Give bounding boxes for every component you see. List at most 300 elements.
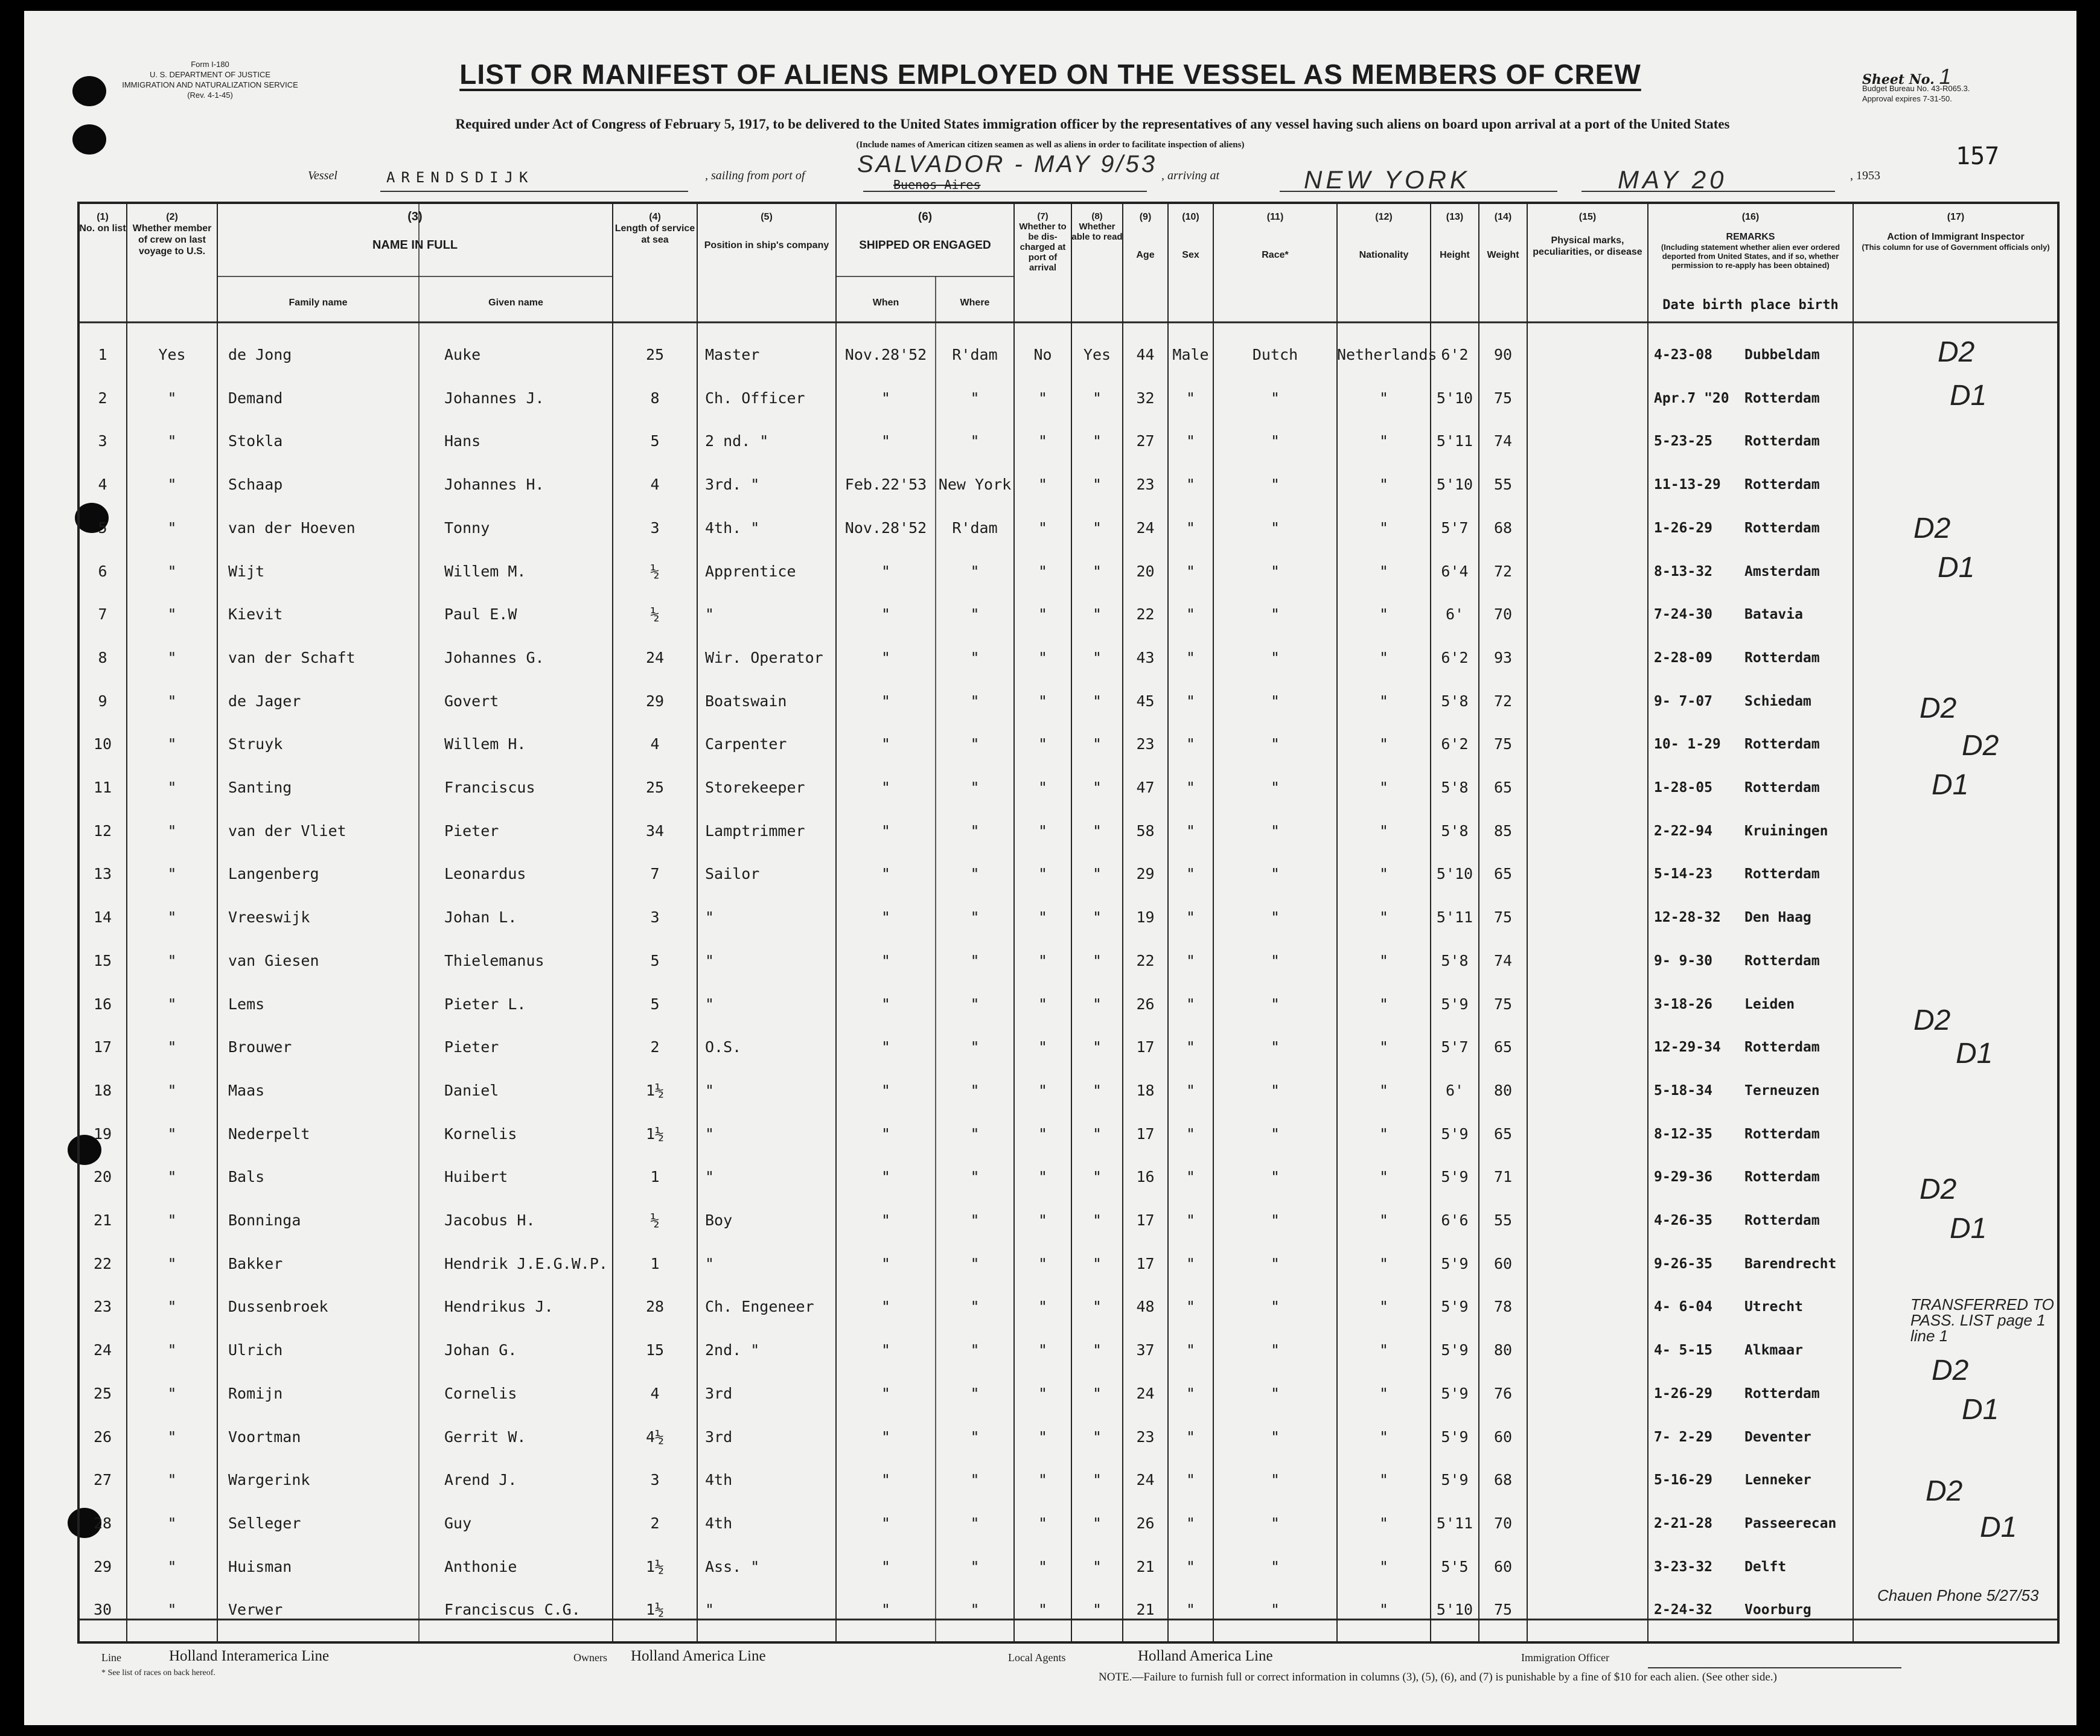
crew-family-cell: Demand — [228, 389, 283, 407]
col-header-height: (13) Height — [1440, 212, 1470, 260]
agents-label: Local Agents — [1008, 1651, 1066, 1664]
crew-family-cell: Lems — [228, 995, 265, 1013]
crew-where-cell: R'dam — [952, 346, 998, 363]
crew-last-cell: " — [167, 648, 177, 666]
crew-race-cell: " — [1270, 1211, 1280, 1229]
crew-svc-cell: 1½ — [645, 1125, 665, 1143]
crew-pos-cell: Ass. " — [705, 1557, 760, 1575]
crew-when-cell: " — [881, 1298, 891, 1316]
crew-no-cell: 17 — [93, 1038, 112, 1056]
crew-pos-cell: 4th. " — [705, 519, 760, 537]
crew-where-cell: " — [970, 1557, 980, 1575]
crew-family-cell: Verwer — [228, 1601, 283, 1619]
crew-read-cell: Yes — [1083, 346, 1111, 363]
crew-age-cell: 16 — [1136, 1168, 1155, 1186]
col-header-action: (17) Action of Immigrant Inspector (This column for use of Government officials only) — [1862, 212, 2050, 252]
crew-pob-cell: Rotterdam — [1744, 780, 1820, 796]
crew-last-cell: " — [167, 1211, 177, 1229]
crew-sex-cell: " — [1186, 1428, 1196, 1446]
agents-value: Holland America Line — [1138, 1648, 1273, 1664]
crew-when-cell: " — [881, 1428, 891, 1446]
crew-nat-cell: " — [1379, 995, 1389, 1013]
crew-disc-cell: " — [1038, 692, 1048, 710]
crew-dob-cell: 12-29-34 — [1654, 1039, 1721, 1056]
crew-sex-cell: " — [1186, 908, 1196, 927]
crew-no-cell: 14 — [93, 908, 112, 927]
crew-ht-cell: 5'5 — [1441, 1557, 1469, 1575]
crew-dob-cell: 4-23-08 — [1654, 347, 1712, 363]
crew-last-cell: " — [167, 951, 177, 969]
crew-svc-cell: 8 — [650, 389, 660, 407]
crew-sex-cell: " — [1186, 779, 1196, 796]
budget-bureau-note: Budget Bureau No. 43-R065.3. Approval expires 7-31-50. — [1862, 84, 1970, 103]
crew-age-cell: 26 — [1136, 995, 1155, 1013]
crew-pos-cell: Carpenter — [705, 735, 787, 753]
crew-last-cell: " — [167, 1341, 177, 1359]
sheet-number: Sheet No. 1 — [1862, 64, 1952, 89]
inspector-note: TRANSFERRED TO PASS. LIST page 1 line 1 — [1910, 1295, 2054, 1345]
crew-no-cell: 15 — [93, 951, 112, 969]
crew-svc-cell: 1½ — [645, 1601, 665, 1619]
crew-read-cell: " — [1092, 692, 1102, 710]
arrival-date: MAY 20 — [1618, 165, 1728, 194]
crew-disc-cell: " — [1038, 995, 1048, 1013]
crew-nat-cell: " — [1379, 1254, 1389, 1272]
crew-sex-cell: " — [1186, 1038, 1196, 1056]
crew-svc-cell: 1½ — [645, 1081, 665, 1099]
crew-nat-cell: Netherlands — [1337, 346, 1437, 363]
crew-svc-cell: 3 — [650, 908, 660, 927]
crew-wt-cell: 65 — [1493, 779, 1513, 796]
crew-no-cell: 1 — [98, 346, 107, 363]
crew-wt-cell: 75 — [1493, 735, 1513, 753]
owners-label: Owners — [573, 1651, 607, 1664]
crew-nat-cell: " — [1379, 822, 1389, 840]
crew-wt-cell: 60 — [1493, 1557, 1513, 1575]
crew-family-cell: Huisman — [228, 1557, 292, 1575]
col-header-able-to-read: (8) Whether able to read — [1071, 211, 1123, 242]
crew-given-cell: Johannes G. — [444, 648, 544, 666]
crew-dob-cell: 5-23-25 — [1654, 433, 1712, 450]
crew-sex-cell: " — [1186, 1168, 1196, 1186]
crew-last-cell: " — [167, 389, 177, 407]
crew-read-cell: " — [1092, 1514, 1102, 1532]
crew-svc-cell: 5 — [650, 995, 660, 1013]
crew-no-cell: 8 — [98, 648, 107, 666]
crew-given-cell: Johan G. — [444, 1341, 517, 1359]
crew-sex-cell: " — [1186, 692, 1196, 710]
inspector-mark: D2 — [1932, 1355, 1969, 1387]
crew-wt-cell: 72 — [1493, 562, 1513, 580]
crew-last-cell: " — [167, 908, 177, 927]
crew-family-cell: de Jager — [228, 692, 301, 710]
crew-wt-cell: 68 — [1493, 1471, 1513, 1489]
crew-svc-cell: 29 — [645, 692, 665, 710]
crew-svc-cell: 5 — [650, 432, 660, 450]
punch-hole — [72, 124, 106, 155]
crew-last-cell: " — [167, 1168, 177, 1186]
crew-race-cell: " — [1270, 779, 1280, 796]
crew-family-cell: van der Schaft — [228, 648, 356, 666]
crew-no-cell: 23 — [93, 1298, 112, 1316]
crew-dob-cell: 7-24-30 — [1654, 607, 1712, 623]
crew-when-cell: " — [881, 1168, 891, 1186]
crew-where-cell: " — [970, 1168, 980, 1186]
crew-given-cell: Willem M. — [444, 562, 526, 580]
crew-given-cell: Franciscus C.G. — [444, 1601, 581, 1619]
crew-read-cell: " — [1092, 908, 1102, 927]
crew-age-cell: 21 — [1136, 1601, 1155, 1619]
crew-disc-cell: " — [1038, 1384, 1048, 1402]
crew-family-cell: Santing — [228, 779, 292, 796]
crew-last-cell: " — [167, 1428, 177, 1446]
inspector-mark: D1 — [1938, 552, 1975, 584]
crew-sex-cell: " — [1186, 1081, 1196, 1099]
crew-nat-cell: " — [1379, 1601, 1389, 1619]
crew-read-cell: " — [1092, 389, 1102, 407]
crew-svc-cell: 5 — [650, 951, 660, 969]
crew-no-cell: 16 — [93, 995, 112, 1013]
remarks-date-place-birth: Date birth place birth — [1662, 298, 1839, 313]
crew-pos-cell: " — [705, 1081, 715, 1099]
crew-race-cell: " — [1270, 735, 1280, 753]
crew-where-cell: " — [970, 865, 980, 883]
crew-svc-cell: 3 — [650, 519, 660, 537]
crew-wt-cell: 55 — [1493, 476, 1513, 494]
crew-read-cell: " — [1092, 951, 1102, 969]
crew-where-cell: " — [970, 1125, 980, 1143]
crew-wt-cell: 71 — [1493, 1168, 1513, 1186]
crew-pos-cell: Sailor — [705, 865, 760, 883]
crew-where-cell: " — [970, 648, 980, 666]
col-header-given-name: Given name — [488, 298, 543, 308]
crew-sex-cell: " — [1186, 1471, 1196, 1489]
crew-family-cell: Maas — [228, 1081, 265, 1099]
crew-wt-cell: 74 — [1493, 951, 1513, 969]
crew-ht-cell: 5'9 — [1441, 1168, 1469, 1186]
crew-pob-cell: Deventer — [1744, 1429, 1811, 1445]
crew-svc-cell: ½ — [650, 605, 660, 624]
crew-dob-cell: 4- 6-04 — [1654, 1299, 1712, 1315]
col-header-discharged: (7) Whether to be dis- charged at port of arrival — [1019, 211, 1067, 273]
col-header-no: (1) No. on list — [79, 212, 126, 234]
crew-nat-cell: " — [1379, 1514, 1389, 1532]
crew-pob-cell: Alkmaar — [1744, 1342, 1803, 1359]
crew-where-cell: " — [970, 1384, 980, 1402]
crew-pob-cell: Delft — [1744, 1559, 1787, 1575]
crew-where-cell: " — [970, 1298, 980, 1316]
crew-pob-cell: Voorburg — [1744, 1602, 1811, 1618]
crew-pob-cell: Rotterdam — [1744, 433, 1820, 450]
crew-ht-cell: 5'8 — [1441, 951, 1469, 969]
crew-read-cell: " — [1092, 1081, 1102, 1099]
crew-no-cell: 9 — [98, 692, 107, 710]
crew-pos-cell: 3rd — [705, 1384, 733, 1402]
crew-family-cell: van der Vliet — [228, 822, 346, 840]
crew-age-cell: 22 — [1136, 951, 1155, 969]
crew-ht-cell: 5'9 — [1441, 995, 1469, 1013]
crew-race-cell: " — [1270, 1125, 1280, 1143]
crew-where-cell: " — [970, 1601, 980, 1619]
crew-pob-cell: Rotterdam — [1744, 1039, 1820, 1056]
crew-where-cell: R'dam — [952, 519, 998, 537]
crew-wt-cell: 65 — [1493, 1038, 1513, 1056]
crew-sex-cell: Male — [1172, 346, 1209, 363]
crew-svc-cell: 4 — [650, 735, 660, 753]
crew-family-cell: Struyk — [228, 735, 283, 753]
crew-dob-cell: 2-24-32 — [1654, 1602, 1712, 1618]
crew-dob-cell: 8-13-32 — [1654, 563, 1712, 579]
crew-pob-cell: Rotterdam — [1744, 1169, 1820, 1186]
inspector-mark: D2 — [1913, 512, 1951, 544]
crew-race-cell: " — [1270, 1168, 1280, 1186]
crew-ht-cell: 6'4 — [1441, 562, 1469, 580]
officer-label: Immigration Officer — [1521, 1651, 1610, 1664]
crew-pob-cell: Rotterdam — [1744, 736, 1820, 753]
crew-no-cell: 4 — [98, 476, 107, 494]
sailing-from-label: , sailing from port of — [705, 169, 805, 182]
crew-pob-cell: Amsterdam — [1744, 563, 1820, 579]
crew-wt-cell: 76 — [1493, 1384, 1513, 1402]
crew-given-cell: Huibert — [444, 1168, 508, 1186]
crew-ht-cell: 5'9 — [1441, 1384, 1469, 1402]
crew-disc-cell: No — [1033, 346, 1052, 363]
crew-when-cell: " — [881, 1557, 891, 1575]
crew-where-cell: " — [970, 1428, 980, 1446]
crew-svc-cell: 3 — [650, 1471, 660, 1489]
crew-read-cell: " — [1092, 519, 1102, 537]
crew-disc-cell: " — [1038, 476, 1048, 494]
crew-race-cell: " — [1270, 1471, 1280, 1489]
crew-dob-cell: 1-26-29 — [1654, 1385, 1712, 1402]
crew-pob-cell: Dubbeldam — [1744, 347, 1820, 363]
crew-no-cell: 12 — [93, 822, 112, 840]
crew-given-cell: Tonny — [444, 519, 490, 537]
crew-nat-cell: " — [1379, 1471, 1389, 1489]
crew-race-cell: " — [1270, 692, 1280, 710]
inspector-note: Chauen Phone 5/27/53 — [1877, 1586, 2039, 1604]
crew-last-cell: " — [167, 562, 177, 580]
crew-ht-cell: 5'9 — [1441, 1341, 1469, 1359]
crew-dob-cell: 9-29-36 — [1654, 1169, 1712, 1186]
crew-dob-cell: 2-28-09 — [1654, 649, 1712, 666]
crew-no-cell: 10 — [93, 735, 112, 753]
crew-age-cell: 24 — [1136, 1384, 1155, 1402]
crew-wt-cell: 80 — [1493, 1341, 1513, 1359]
crew-family-cell: Nederpelt — [228, 1125, 310, 1143]
crew-disc-cell: " — [1038, 1471, 1048, 1489]
crew-pos-cell: Ch. Officer — [705, 389, 805, 407]
col-header-shipped: (6) SHIPPED OR ENGAGED — [859, 211, 991, 252]
crew-race-cell: " — [1270, 562, 1280, 580]
crew-given-cell: Pieter L. — [444, 995, 526, 1013]
crew-wt-cell: 65 — [1493, 1125, 1513, 1143]
crew-dob-cell: 5-18-34 — [1654, 1082, 1712, 1099]
crew-svc-cell: 24 — [645, 648, 665, 666]
inspector-mark: D2 — [1938, 336, 1975, 368]
crew-svc-cell: 7 — [650, 865, 660, 883]
crew-dob-cell: 4- 5-15 — [1654, 1342, 1712, 1359]
crew-given-cell: Johan L. — [444, 908, 517, 927]
crew-sex-cell: " — [1186, 1341, 1196, 1359]
crew-where-cell: " — [970, 605, 980, 624]
crew-ht-cell: 5'11 — [1436, 908, 1473, 927]
crew-age-cell: 17 — [1136, 1038, 1155, 1056]
crew-ht-cell: 5'9 — [1441, 1471, 1469, 1489]
crew-where-cell: " — [970, 995, 980, 1013]
vessel-label: Vessel — [308, 169, 337, 182]
crew-given-cell: Hendrikus J. — [444, 1298, 554, 1316]
crew-pob-cell: Rotterdam — [1744, 1126, 1820, 1142]
crew-given-cell: Pieter — [444, 1038, 499, 1056]
crew-read-cell: " — [1092, 1557, 1102, 1575]
inspector-mark: D2 — [1920, 1173, 1957, 1205]
crew-pob-cell: Batavia — [1744, 607, 1803, 623]
crew-sex-cell: " — [1186, 1125, 1196, 1143]
crew-disc-cell: " — [1038, 865, 1048, 883]
crew-last-cell: " — [167, 995, 177, 1013]
crew-read-cell: " — [1092, 1038, 1102, 1056]
crew-disc-cell: " — [1038, 1601, 1048, 1619]
crew-sex-cell: " — [1186, 432, 1196, 450]
crew-when-cell: " — [881, 1211, 891, 1229]
crew-age-cell: 17 — [1136, 1254, 1155, 1272]
crew-where-cell: " — [970, 1254, 980, 1272]
crew-pos-cell: Ch. Engeneer — [705, 1298, 814, 1316]
crew-disc-cell: " — [1038, 605, 1048, 624]
crew-svc-cell: 28 — [645, 1298, 665, 1316]
crew-age-cell: 19 — [1136, 908, 1155, 927]
crew-ht-cell: 6'2 — [1441, 735, 1469, 753]
crew-read-cell: " — [1092, 476, 1102, 494]
crew-last-cell: " — [167, 1298, 177, 1316]
crew-read-cell: " — [1092, 995, 1102, 1013]
crew-sex-cell: " — [1186, 476, 1196, 494]
crew-disc-cell: " — [1038, 1298, 1048, 1316]
crew-sex-cell: " — [1186, 1601, 1196, 1619]
crew-pos-cell: 3rd. " — [705, 476, 760, 494]
crew-ht-cell: 5'10 — [1436, 865, 1473, 883]
crew-disc-cell: " — [1038, 1514, 1048, 1532]
crew-race-cell: " — [1270, 1038, 1280, 1056]
inspector-mark: D2 — [1962, 730, 1999, 762]
crew-nat-cell: " — [1379, 1211, 1389, 1229]
crew-svc-cell: 4 — [650, 1384, 660, 1402]
crew-given-cell: Arend J. — [444, 1471, 517, 1489]
crew-no-cell: 30 — [93, 1601, 112, 1619]
crew-pos-cell: " — [705, 605, 715, 624]
crew-dob-cell: 5-14-23 — [1654, 866, 1712, 882]
crew-where-cell: New York — [938, 476, 1012, 494]
crew-disc-cell: " — [1038, 1557, 1048, 1575]
page-title: LIST OR MANIFEST OF ALIENS EMPLOYED ON THE VESSEL AS MEMBERS OF CREW — [459, 59, 1641, 90]
crew-where-cell: " — [970, 1341, 980, 1359]
crew-when-cell: " — [881, 1514, 891, 1532]
crew-age-cell: 29 — [1136, 865, 1155, 883]
crew-sex-cell: " — [1186, 1514, 1196, 1532]
crew-no-cell: 21 — [93, 1211, 112, 1229]
crew-read-cell: " — [1092, 605, 1102, 624]
crew-pos-cell: 4th — [705, 1471, 733, 1489]
crew-dob-cell: 7- 2-29 — [1654, 1429, 1712, 1445]
crew-given-cell: Anthonie — [444, 1557, 517, 1575]
crew-race-cell: " — [1270, 476, 1280, 494]
crew-race-cell: " — [1270, 1254, 1280, 1272]
crew-age-cell: 47 — [1136, 779, 1155, 796]
inspector-mark: D1 — [1950, 1213, 1987, 1245]
crew-svc-cell: 4½ — [645, 1428, 665, 1446]
col-header-weight: (14) Weight — [1487, 212, 1519, 260]
crew-pos-cell: " — [705, 1168, 715, 1186]
crew-family-cell: Stokla — [228, 432, 283, 450]
crew-family-cell: Schaap — [228, 476, 283, 494]
crew-wt-cell: 80 — [1493, 1081, 1513, 1099]
crew-race-cell: " — [1270, 648, 1280, 666]
crew-svc-cell: ½ — [650, 562, 660, 580]
crew-given-cell: Franciscus — [444, 779, 535, 796]
crew-given-cell: Pieter — [444, 822, 499, 840]
crew-no-cell: 6 — [98, 562, 107, 580]
crew-age-cell: 17 — [1136, 1125, 1155, 1143]
crew-wt-cell: 65 — [1493, 865, 1513, 883]
crew-pob-cell: Rotterdam — [1744, 1213, 1820, 1228]
crew-family-cell: Romijn — [228, 1384, 283, 1402]
crew-no-cell: 26 — [93, 1428, 112, 1446]
crew-age-cell: 23 — [1136, 476, 1155, 494]
manifest-sheet — [24, 11, 2076, 1725]
crew-when-cell: " — [881, 1384, 891, 1402]
crew-when-cell: " — [881, 389, 891, 407]
crew-disc-cell: " — [1038, 432, 1048, 450]
crew-dob-cell: 12-28-32 — [1654, 910, 1721, 926]
crew-nat-cell: " — [1379, 1384, 1389, 1402]
crew-age-cell: 26 — [1136, 1514, 1155, 1532]
crew-family-cell: Bals — [228, 1168, 265, 1186]
crew-family-cell: van Giesen — [228, 951, 319, 969]
crew-race-cell: " — [1270, 951, 1280, 969]
crew-ht-cell: 5'8 — [1441, 692, 1469, 710]
crew-when-cell: Nov.28'52 — [844, 519, 927, 537]
races-note: * See list of races on back hereof. — [101, 1668, 215, 1677]
crew-sex-cell: " — [1186, 519, 1196, 537]
col-header-family-name: Family name — [289, 298, 348, 308]
crew-last-cell: " — [167, 779, 177, 796]
crew-when-cell: " — [881, 822, 891, 840]
crew-nat-cell: " — [1379, 476, 1389, 494]
crew-given-cell: Auke — [444, 346, 481, 363]
crew-age-cell: 23 — [1136, 735, 1155, 753]
crew-nat-cell: " — [1379, 648, 1389, 666]
crew-age-cell: 43 — [1136, 648, 1155, 666]
crew-sex-cell: " — [1186, 1211, 1196, 1229]
crew-race-cell: " — [1270, 908, 1280, 927]
crew-wt-cell: 55 — [1493, 1211, 1513, 1229]
crew-given-cell: Paul E.W — [444, 605, 517, 624]
crew-svc-cell: 1 — [650, 1254, 660, 1272]
crew-given-cell: Jacobus H. — [444, 1211, 535, 1229]
crew-last-cell: " — [167, 1254, 177, 1272]
crew-svc-cell: 1 — [650, 1168, 660, 1186]
inspector-mark: D1 — [1962, 1394, 1999, 1426]
crew-where-cell: " — [970, 1038, 980, 1056]
line-label: Line — [101, 1651, 121, 1664]
crew-pob-cell: Rotterdam — [1744, 1385, 1820, 1402]
crew-age-cell: 24 — [1136, 519, 1155, 537]
crew-family-cell: Dussenbroek — [228, 1298, 328, 1316]
crew-sex-cell: " — [1186, 562, 1196, 580]
crew-given-cell: Hans — [444, 432, 481, 450]
crew-no-cell: 5 — [98, 519, 107, 537]
